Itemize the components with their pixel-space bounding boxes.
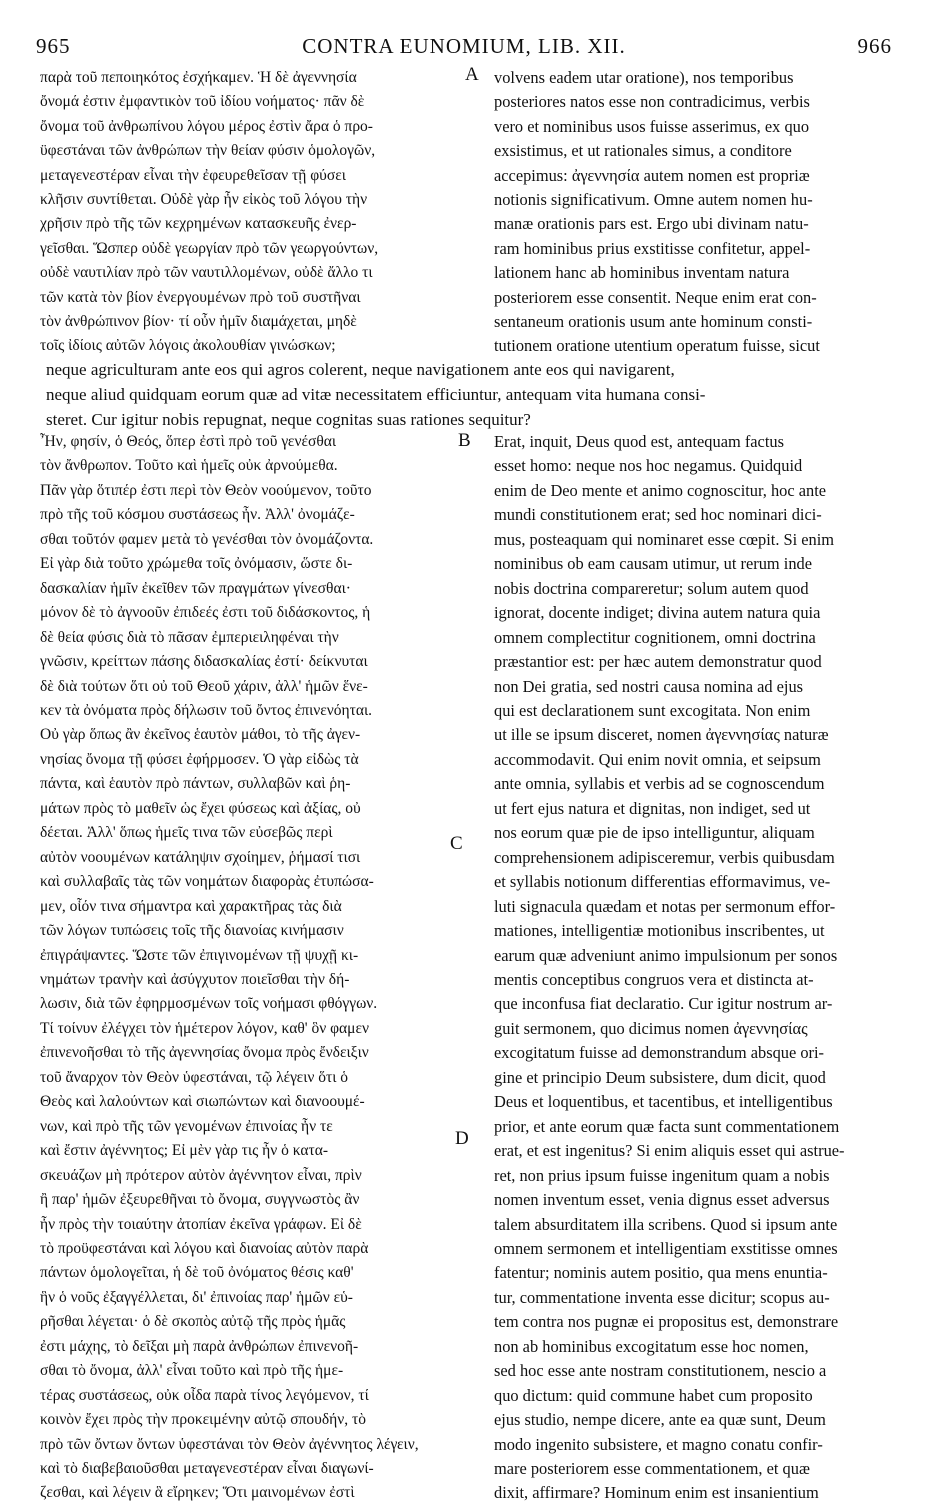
section-marker-c: C [450,833,463,854]
latin-column-1: volvens eadem utar oratione), nos temporibus posteriores natos esse non contradicimus, verbis vero et nominibus usos fuisse asserimus, ex quo exsistimus, et ut rationales simus, a conditore accepimus: ἀγεννησία autem nomen est propriæ notionis significativum. Omne autem nomen hu- manæ orationis pars est. Ergo ubi divinam natu- ram hominibus prius exstitisse confitetur, appel- lationem hanc ab hominibus inventam natura posteriorem esse consentit. Neque enim erat con- sentaneum orationis usum ante hominum consti- tutionem oratione utentium operatum fuisse, sicut [494,68,820,356]
section-marker-b: B [458,430,471,451]
section-marker-d: D [455,1128,469,1149]
latin-column-2: Erat, inquit, Deus quod est, antequam factus esset homo: neque nos hoc negamus. Quidquid enim de Deo mente et animo cognoscitur, hoc ante mundi constitutionem erat; sed hoc nominari dici- mus, posteaquam qui nominaret esse cœpit. Si enim nominibus ob eam causam utimur, ut rerum inde nobis doctrina compareretur; solum autem quod ignorat, docente indiget; divina autem natura quia omnem complectitur cognitionem, omni doctrina præstantior est: per hæc autem demonstratur quod non Dei gratia, sed nostri causa nomina ad ejus qui est declarationem sunt excogitata. Non enim ut ille se ipsum disceret, nomen ἀγεννησίας naturæ accommodavit. Qui enim novit omnia, et seipsum ante omnia, syllabis et verbis ad se cognoscendum ut fert ejus natura et dignitas, non indiget, sed ut nos eorum quæ pie de ipso intelliguntur, aliquam comprehensionem adipisceremur, verbis quibusdam et syllabis notionum differentias efformavimus, ve- luti signacula quædam et notas per sermonum effor- mationes, intelligentiæ motionibus inscribentes, ut earum quæ adveniunt animo impulsionum per sonos mentis conceptibus congruos vera et distincta at- que inconfusa fiat declaratio. Cur igitur nostrum ar- guit sermonem, quo dicimus nomen ἀγεννησίας excogitatum fuisse ad demonstrandum absque ori- gine et principio Deum subsistere, dum dicit, quod Deus et loquentibus, et tacentibus, et intelligentibus prior, et ante eorum quæ facta sunt commentationem erat, et est ingenitus? Si enim aliquis esset qui astrue- ret, non prius ipsum fuisse ingenitum quam a nobis nomen inventum esset, venia dignus esset adversus talem absurditatem illa scribens. Quod si ipsum ante omnem sermonem et intelligentiam exstitisse omnes fatentur; nominis autem positio, qua mens enuntia- tur, commentatione inventa esse dicitur; scopus au- tem contra nos pugnæ ei propositus est, demonstrare non ab hominibus excogitatum esse hoc nomen, sed hoc esse ante nostram constitutionem, nescio a quo dictum: quid commune habet cum proposito ejus studio, nempe dicere, ante ea quæ sunt, Deum modo ingenito subsistere, et magno conatu confir- mare posteriorem esse commentationem, et quæ dixit, affirmare? Hominum enim est insanientium [494,432,845,1503]
running-title: CONTRA EUNOMIUM, LIB. XII. [302,34,626,58]
page-number-left: 965 [36,34,71,58]
greek-column-2: Ἦν, φησίν, ὁ Θεός, ὅπερ ἐστὶ πρὸ τοῦ γενέσθαι τὸν ἄνθρωπον. Τοῦτο καὶ ἡμεῖς οὐκ ἀρνούμεθα. Πᾶν γὰρ ὅτιπέρ ἐστι περὶ τὸν Θεὸν νοούμενον, τοῦτο πρὸ τῆς τοῦ κόσμου συστάσεως ἦν. Ἀλλ' ὀνομάζε- σθαι τοῦτόν φαμεν μετὰ τὸ γενέσθαι τὸν ὀνομάζοντα. Εἰ γὰρ διὰ τοῦτο χρώμεθα τοῖς ὀνόμασιν, ὥστε δι- δασκαλίαν ἡμῖν ἐκεῖθεν τῶν πραγμάτων γίνεσθαι· μόνον δὲ τὸ ἀγνοοῦν ἐπιδεές ἐστι τοῦ διδάσκοντος, ἡ δὲ θεία φύσις διὰ τὸ πᾶσαν ἐμπεριειληφέναι τὴν γνῶσιν, κρείττων πάσης διδασκαλίας ἐστί· δείκνυται δὲ διὰ τούτων ὅτι οὐ τοῦ Θεοῦ χάριν, ἀλλ' ἡμῶν ἕνε- κεν τὰ ὀνόματα πρὸς δήλωσιν τοῦ ὄντος ἐπινενόηται. Οὐ γὰρ ὅπως ἂν ἐκεῖνος ἑαυτὸν μάθοι, τὸ τῆς ἀγεν- νησίας ὄνομα τῇ φύσει ἐφήρμοσεν. Ὁ γὰρ εἰδὼς τὰ πάντα, καὶ ἑαυτὸν πρὸ πάντων, συλλαβῶν καὶ ῥη- μάτων πρὸς τὸ μαθεῖν ὡς ἔχει φύσεως καὶ ἀξίας, οὐ δέεται. Ἀλλ' ὅπως ἡμεῖς τινα τῶν εὐσεβῶς περὶ αὐτὸν νοουμένων κατάληψιν σχοίημεν, ῥήμασί τισι καὶ συλλαβαῖς τὰς τῶν νοημάτων διαφορὰς ἐτυπώσα- μεν, οἷόν τινα σήμαντρα καὶ χαρακτῆρας τὰς διὰ τῶν λόγων τυπώσεις τοῖς τῆς διανοίας κινήμασιν ἐπιγράψαντες. Ὥστε τῶν ἐπιγινομένων τῇ ψυχῇ κι- νημάτων τρανὴν καὶ ἀσύγχυτον ποιεῖσθαι τὴν δή- λωσιν, διὰ τῶν ἐφηρμοσμένων τοῖς νοήμασι φθόγγων. Τί τοίνυν ἐλέγχει τὸν ἡμέτερον λόγον, καθ' ὃν φαμεν ἐπινενοῆσθαι τὸ τῆς ἀγεννησίας ὄνομα πρὸς ἔνδειξιν τοῦ ἄναρχον τὸν Θεὸν ὑφεστάναι, τῷ λέγειν ὅτι ὁ Θεὸς καὶ λαλούντων καὶ σιωπώντων καὶ διανοουμέ- νων, καὶ πρὸ τῆς τῶν γενομένων ἐπινοίας ἦν τε καὶ ἔστιν ἀγέννητος; Εἰ μὲν γὰρ τις ἦν ὁ κατα- σκευάζων μὴ πρότερον αὐτὸν ἀγέννητον εἶναι, πρὶν ἢ παρ' ἡμῶν ἐξευρεθῆναι τὸ ὄνομα, συγγνωστὸς ἂν ἦν πρὸς τὴν τοιαύτην ἀτοπίαν ἐκεῖνα γράφων. Εἰ δὲ τὸ προϋφεστάναι καὶ λόγου καὶ διανοίας αὐτὸν παρὰ πάντων ὁμολογεῖται, ἡ δὲ τοῦ ὀνόματος θέσις καθ' ἣν ὁ νοῦς ἐξαγγέλλεται, δι' ἐπινοίας παρ' ἡμῶν εὑ- ρῆσθαι λέγεται· ὁ δὲ σκοπὸς αὐτῷ τῆς πρὸς ἡμᾶς ἐστι μάχης, τὸ δεῖξαι μὴ παρὰ ἀνθρώπων ἐπινενοῆ- σθαι τὸ ὄνομα, ἀλλ' εἶναι τοῦτο καὶ πρὸ τῆς ἡμε- τέρας συστάσεως, οὐκ οἶδα παρὰ τίνος λεγόμενον, τί κοινὸν ἔχει πρὸς τὴν προκειμένην αὐτῷ σπουδήν, τὸ πρὸ τῶν ὄντων ὄντων ὑφεστάναι τὸν Θεὸν ἀγέννητος λέγειν, καὶ τὸ διαβεβαιοῦσθαι μεταγενεστέραν εἶναι διαγωνί- ζεσθαι, καὶ λέγειν ἃ εἴρηκεν; Ὅτι μαινομένων ἐστὶ [40,433,419,1502]
section-marker-a: A [465,64,479,85]
latin-full-width-paragraph: neque agriculturam ante eos qui agros colerent, neque navigationem ante eos qui navigarent, neque aliud quidquam eorum quæ ad vitæ necessitatem efficiuntur, antequam vita humana consi- steret. Cur igitur nobis repugnat, neque cognitas suas rationes sequitur? [46,360,706,429]
greek-column-1: παρὰ τοῦ πεποιηκότος ἐσχήκαμεν. Ἡ δὲ ἀγεννησία ὄνομά ἐστιν ἐμφαντικὸν τοῦ ἰδίου νοήματος· πᾶν δὲ ὄνομα τοῦ ἀνθρωπίνου λόγου μέρος ἐστὶν ἄρα ὁ προ- ϋφεστάναι τῶν ἀνθρώπων τὴν θείαν φύσιν ὁμολογῶν, μεταγενεστέραν εἶναι τὴν ἐφευρεθεῖσαν τῇ φύσει κλῆσιν συντίθεται. Οὐδὲ γὰρ ἦν εἰκὸς τοῦ λόγου τὴν χρῆσιν πρὸ τῆς τῶν κεχρημένων κατασκευῆς ἐνερ- γεῖσθαι. Ὥσπερ οὐδὲ γεωργίαν πρὸ τῶν γεωργούντων, οὐδὲ ναυτιλίαν πρὸ τῶν ναυτιλλομένων, οὐδὲ ἄλλο τι τῶν κατὰ τὸν βίον ἐνεργουμένων πρὸ τοῦ συστῆναι τὸν ἀνθρώπινον βίον· τί οὖν ἡμῖν διαμάχεται, μηδὲ τοῖς ἰδίοις αὐτῶν λόγοις ἀκολουθίαν γινώσκων; [40,69,379,355]
page-number-right: 966 [857,34,892,58]
running-header [36,34,892,60]
